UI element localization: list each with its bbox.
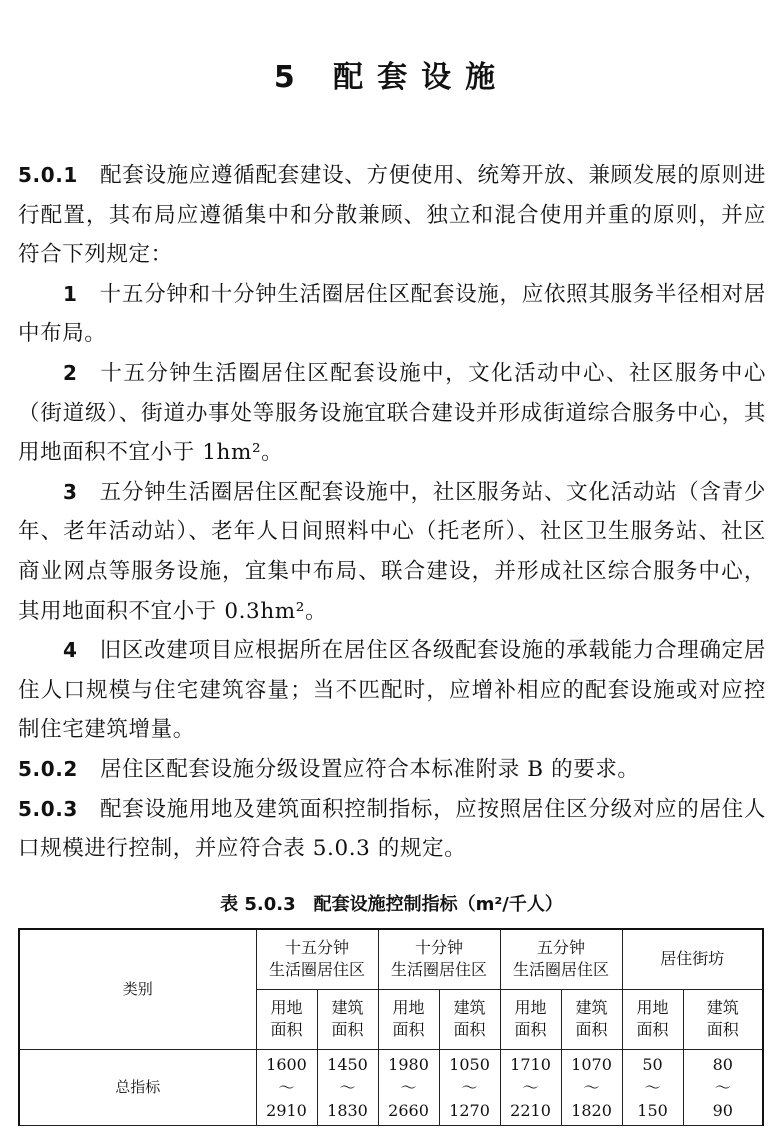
item-3 [18, 473, 766, 631]
table-caption: 表 5.0.3 配套设施控制指标（m²/千人） [220, 894, 563, 915]
item-1 [18, 275, 766, 354]
sub-header-line: 建筑 [331, 998, 364, 1017]
value-min: 1600 [266, 1054, 307, 1074]
sub-header-building [683, 989, 763, 1049]
value-max: 2660 [388, 1100, 429, 1120]
tilde: ～ [714, 1077, 731, 1097]
group-header-10min [378, 929, 500, 989]
sub-header-line: 建筑 [706, 998, 739, 1017]
item-number: 1 [63, 281, 78, 306]
sub-header-line: 面积 [392, 1020, 425, 1039]
row-label: 总指标 [19, 1049, 256, 1125]
sub-header-line: 建筑 [453, 998, 486, 1017]
sub-header-line: 用地 [270, 998, 303, 1017]
value-max: 2210 [510, 1100, 551, 1120]
clause-5-0-1 [18, 156, 766, 275]
sub-header-line: 面积 [270, 1020, 303, 1039]
sub-header-line: 建筑 [575, 998, 608, 1017]
clause-5-0-3 [18, 790, 766, 869]
value-min: 1450 [327, 1054, 368, 1074]
clause-number: 5.0.1 [18, 163, 78, 187]
sub-header-building [317, 989, 378, 1049]
value-max: 150 [637, 1100, 668, 1120]
clause-text: 配套设施应遵循配套建设、方便使用、统筹开放、兼顾发展的原则进行配置，其布局应遵循集中和分散兼顾、独立和混合使用并重的原则，并应符合下列规定： [18, 163, 766, 268]
tilde: ～ [461, 1077, 478, 1097]
group-header-line: 十五分钟 [285, 938, 350, 958]
item-text: 旧区改建项目应根据所在居住区各级配套设施的承载能力合理确定居住人口规模与住宅建筑容量；当不匹配时，应增补相应的配套设施或对应控制住宅建筑增量。 [18, 638, 766, 743]
value-min: 50 [642, 1054, 663, 1074]
section-title: 5 配套设施 [273, 60, 510, 95]
value-cell [439, 1049, 500, 1125]
value-min: 80 [712, 1054, 733, 1074]
item-4 [18, 631, 766, 750]
control-index-table [18, 928, 764, 1126]
sub-header-building [561, 989, 622, 1049]
value-cell [683, 1049, 763, 1125]
item-number: 3 [63, 479, 78, 504]
sub-header-line: 用地 [636, 998, 669, 1017]
category-header: 类别 [19, 929, 256, 1049]
clause-5-0-2 [18, 750, 766, 790]
group-header-line: 生活圈居住区 [391, 960, 488, 980]
sub-header-line: 面积 [706, 1020, 739, 1039]
sub-header-line: 面积 [636, 1020, 669, 1039]
value-max: 1830 [327, 1100, 368, 1120]
group-header-block [622, 929, 763, 989]
tilde: ～ [522, 1077, 539, 1097]
sub-header-line: 面积 [575, 1020, 608, 1039]
tilde: ～ [278, 1077, 295, 1097]
item-text: 五分钟生活圈居住区配套设施中，社区服务站、文化活动站（含青少年、老年活动站）、老年人日间照料中心（托老所）、社区卫生服务站、社区商业网点等服务设施，宜集中布局、联合建设，并形成社区综合服务中心，其用地面积不宜小于 0.3hm²。 [18, 479, 766, 624]
tilde: ～ [644, 1077, 661, 1097]
clause-number: 5.0.2 [18, 756, 78, 781]
value-cell [256, 1049, 317, 1125]
group-header-5min [500, 929, 622, 989]
value-min: 1050 [449, 1054, 490, 1074]
body-text [18, 156, 766, 869]
tilde: ～ [400, 1077, 417, 1097]
sub-header-line: 用地 [392, 998, 425, 1017]
group-header-line: 十分钟 [415, 938, 464, 958]
value-max: 90 [712, 1100, 733, 1120]
item-text: 十五分钟和十分钟生活圈居住区配套设施，应依照其服务半径相对居中布局。 [18, 281, 766, 347]
sub-header-land [622, 989, 683, 1049]
clause-number: 5.0.3 [18, 796, 78, 821]
item-2 [18, 354, 766, 473]
sub-header-building [439, 989, 500, 1049]
value-max: 1270 [449, 1100, 490, 1120]
value-max: 1820 [571, 1100, 612, 1120]
value-cell [622, 1049, 683, 1125]
group-header-line: 生活圈居住区 [269, 960, 366, 980]
item-text: 十五分钟生活圈居住区配套设施中，文化活动中心、社区服务中心（街道级）、街道办事处等服务设施宜联合建设并形成街道综合服务中心，其用地面积不宜小于 1hm²。 [18, 360, 766, 466]
tilde: ～ [583, 1077, 600, 1097]
value-max: 2910 [266, 1100, 307, 1120]
item-number: 2 [63, 360, 78, 385]
tilde: ～ [339, 1077, 356, 1097]
sub-header-line: 面积 [453, 1020, 486, 1039]
sub-header-land [256, 989, 317, 1049]
group-header-line: 居住街坊 [660, 949, 725, 969]
value-cell [378, 1049, 439, 1125]
value-min: 1710 [510, 1054, 551, 1074]
value-cell [500, 1049, 561, 1125]
sub-header-line: 面积 [331, 1020, 364, 1039]
clause-text: 居住区配套设施分级设置应符合本标准附录 B 的要求。 [99, 756, 640, 782]
value-min: 1980 [388, 1054, 429, 1074]
sub-header-land [378, 989, 439, 1049]
group-header-15min [256, 929, 378, 989]
sub-header-land [500, 989, 561, 1049]
sub-header-line: 面积 [514, 1020, 547, 1039]
clause-text: 配套设施用地及建筑面积控制指标，应按照居住区分级对应的居住人口规模进行控制，并应符合表 5.0.3 的规定。 [18, 796, 766, 862]
item-number: 4 [63, 638, 78, 663]
value-min: 1070 [571, 1054, 612, 1074]
group-header-line: 五分钟 [537, 938, 586, 958]
sub-header-line: 用地 [514, 998, 547, 1017]
value-cell [561, 1049, 622, 1125]
group-header-line: 生活圈居住区 [513, 960, 610, 980]
value-cell [317, 1049, 378, 1125]
